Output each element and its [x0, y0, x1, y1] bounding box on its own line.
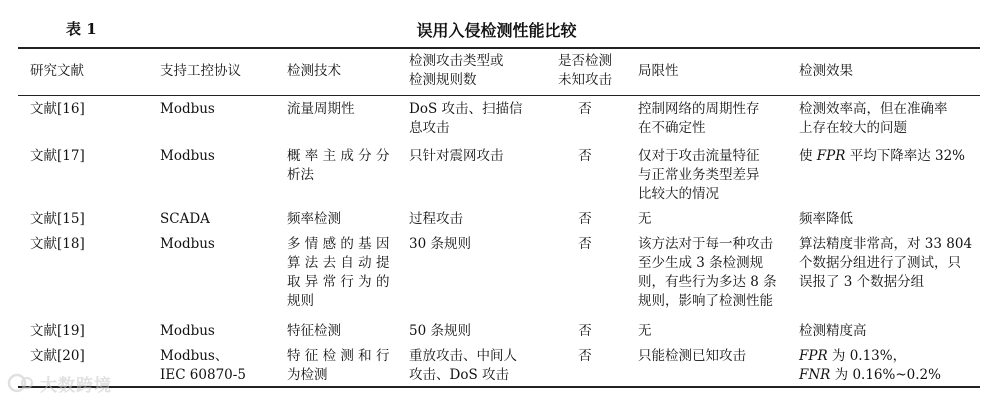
cell-line: 至少生成 3 条检测规 — [638, 255, 764, 271]
cell-reference — [30, 147, 85, 166]
cell-line: 文献[17] — [30, 148, 85, 164]
cell-limitation — [638, 210, 652, 229]
header-limitation — [638, 62, 679, 81]
cell-line: 否 — [578, 348, 592, 364]
cell-line: 只针对震网攻击 — [409, 148, 504, 164]
cell-reference — [30, 210, 85, 229]
cell-reference — [30, 235, 85, 254]
cell-line: 特 征 检 测 和 行 — [287, 348, 390, 364]
cell-line: 30 条规则 — [409, 236, 471, 252]
cell-unknown-attack — [552, 235, 618, 254]
header-line: 研究文献 — [30, 63, 84, 79]
cell-line: 误报了 3 个数据分组 — [799, 274, 925, 290]
header-line: 检测攻击类型或 — [409, 53, 504, 69]
header-rule — [18, 95, 980, 96]
header-attack-type — [409, 52, 504, 90]
cell-attack-type — [409, 235, 471, 254]
cell-line: 特征检测 — [287, 323, 341, 339]
top-rule — [18, 47, 980, 49]
cell-line: 否 — [578, 236, 592, 252]
header-protocol — [160, 62, 241, 81]
cell-attack-type — [409, 100, 523, 138]
cell-line: Modbus — [160, 323, 215, 339]
cell-limitation — [638, 322, 652, 341]
cell-line: 在不确定性 — [638, 120, 706, 136]
cell-line: 算 法 去 自 动 提 — [287, 255, 390, 271]
cell-attack-type — [409, 147, 504, 166]
cell-line: 文献[20] — [30, 348, 85, 364]
cell-technique — [287, 347, 389, 385]
cell-line: Modbus — [160, 148, 215, 164]
cell-technique — [287, 210, 341, 229]
cell-line: 与正常业务类型差异 — [638, 167, 760, 183]
cell-line: 否 — [578, 101, 592, 117]
cell-line: 文献[19] — [30, 323, 85, 339]
cell-line: 仅对于攻击流量特征 — [638, 148, 760, 164]
header-line: 检测效果 — [799, 63, 853, 79]
cell-line: 息攻击 — [409, 120, 450, 136]
cell-limitation — [638, 235, 777, 311]
cell-line: 析法 — [287, 167, 314, 183]
cell-line: 重放攻击、中间人 — [409, 348, 517, 364]
cell-effect — [799, 347, 941, 385]
cell-line: 文献[15] — [30, 211, 85, 227]
cell-reference — [30, 347, 85, 366]
cell-line: 否 — [578, 323, 592, 339]
cell-effect — [799, 100, 948, 138]
cell-unknown-attack — [552, 100, 618, 119]
watermark — [6, 369, 112, 397]
cell-line: 攻击、DoS 攻击 — [409, 367, 509, 383]
cell-attack-type — [409, 322, 471, 341]
watermark-text: 大数跨境 — [40, 375, 112, 396]
cell-line: DoS 攻击、扫描信 — [409, 101, 523, 117]
bottom-rule — [18, 386, 980, 388]
cell-unknown-attack — [552, 347, 618, 366]
cell-attack-type — [409, 347, 517, 385]
cell-line: 检测精度高 — [799, 323, 867, 339]
cell-line: 上存在较大的问题 — [799, 120, 907, 136]
cell-limitation — [638, 147, 760, 204]
cell-protocol — [160, 322, 215, 341]
cell-line: 否 — [578, 211, 592, 227]
cell-line: Modbus — [160, 101, 215, 117]
cell-protocol — [160, 147, 215, 166]
cell-line: 50 条规则 — [409, 323, 471, 339]
cell-line: 检测效率高，但在准确率 — [799, 101, 948, 117]
cell-technique — [287, 147, 389, 185]
cell-line: 使 FPR 平均下降率达 32% — [799, 148, 966, 164]
header-line: 检测规则数 — [409, 72, 477, 88]
header-line: 检测技术 — [287, 63, 341, 79]
cell-technique — [287, 100, 355, 119]
cell-line: 该方法对于每一种攻击 — [638, 236, 773, 252]
cell-protocol — [160, 100, 215, 119]
cell-line: 否 — [578, 148, 592, 164]
header-line: 未知攻击 — [558, 72, 612, 88]
cell-line: IEC 60870-5 — [160, 367, 246, 383]
cell-line: 频率降低 — [799, 211, 853, 227]
cell-protocol — [160, 235, 215, 254]
cell-line: 取 异 常 行 为 的 — [287, 274, 390, 290]
cell-line: FNR 为 0.16%~0.2% — [799, 367, 941, 383]
cell-line: 为检测 — [287, 367, 328, 383]
cell-line: 规则，影响了检测性能 — [638, 293, 773, 309]
cell-line: FPR 为 0.13%， — [799, 348, 907, 364]
cell-unknown-attack — [552, 210, 618, 229]
cell-line: Modbus — [160, 236, 215, 252]
cell-effect — [799, 322, 867, 341]
cell-line: 比较大的情况 — [638, 186, 719, 202]
cell-unknown-attack — [552, 147, 618, 166]
cell-reference — [30, 322, 85, 341]
header-reference — [30, 62, 84, 81]
cell-line: 概 率 主 成 分 分 — [287, 148, 390, 164]
cell-line: SCADA — [160, 211, 210, 227]
table-number: 表 1 — [66, 20, 97, 38]
cell-reference — [30, 100, 85, 119]
cell-unknown-attack — [552, 322, 618, 341]
cell-line: 规则 — [287, 293, 314, 309]
cell-line: 无 — [638, 211, 652, 227]
cell-attack-type — [409, 210, 463, 229]
cell-line: 算法精度非常高，对 33 804 — [799, 236, 973, 252]
header-effect — [799, 62, 853, 81]
table-caption — [0, 18, 993, 42]
cell-line: 频率检测 — [287, 211, 341, 227]
cell-line: 文献[18] — [30, 236, 85, 252]
cell-limitation — [638, 347, 746, 366]
cell-line: 则，有些行为多达 8 条 — [638, 274, 777, 290]
cell-line: 多 情 感 的 基 因 — [287, 236, 390, 252]
cell-effect — [799, 235, 972, 292]
header-line: 局限性 — [638, 63, 679, 79]
cell-effect — [799, 147, 965, 166]
cell-limitation — [638, 100, 760, 138]
cell-line: 只能检测已知攻击 — [638, 348, 746, 364]
cell-effect — [799, 210, 853, 229]
cell-protocol — [160, 347, 246, 385]
header-technique — [287, 62, 341, 81]
cell-protocol — [160, 210, 210, 229]
cell-line: 过程攻击 — [409, 211, 463, 227]
cell-line: Modbus、 — [160, 348, 229, 364]
header-line: 支持工控协议 — [160, 63, 241, 79]
cell-line: 无 — [638, 323, 652, 339]
cell-line: 流量周期性 — [287, 101, 355, 117]
watermark-logo-icon — [6, 372, 36, 394]
cell-technique — [287, 235, 389, 311]
cell-line: 文献[16] — [30, 101, 85, 117]
cell-line: 控制网络的周期性存 — [638, 101, 760, 117]
header-line: 是否检测 — [558, 53, 612, 69]
header-unknown-attack — [552, 52, 618, 90]
cell-line: 个数据分组进行了测试，只 — [799, 255, 961, 271]
cell-technique — [287, 322, 341, 341]
table-title: 误用入侵检测性能比较 — [416, 21, 577, 40]
